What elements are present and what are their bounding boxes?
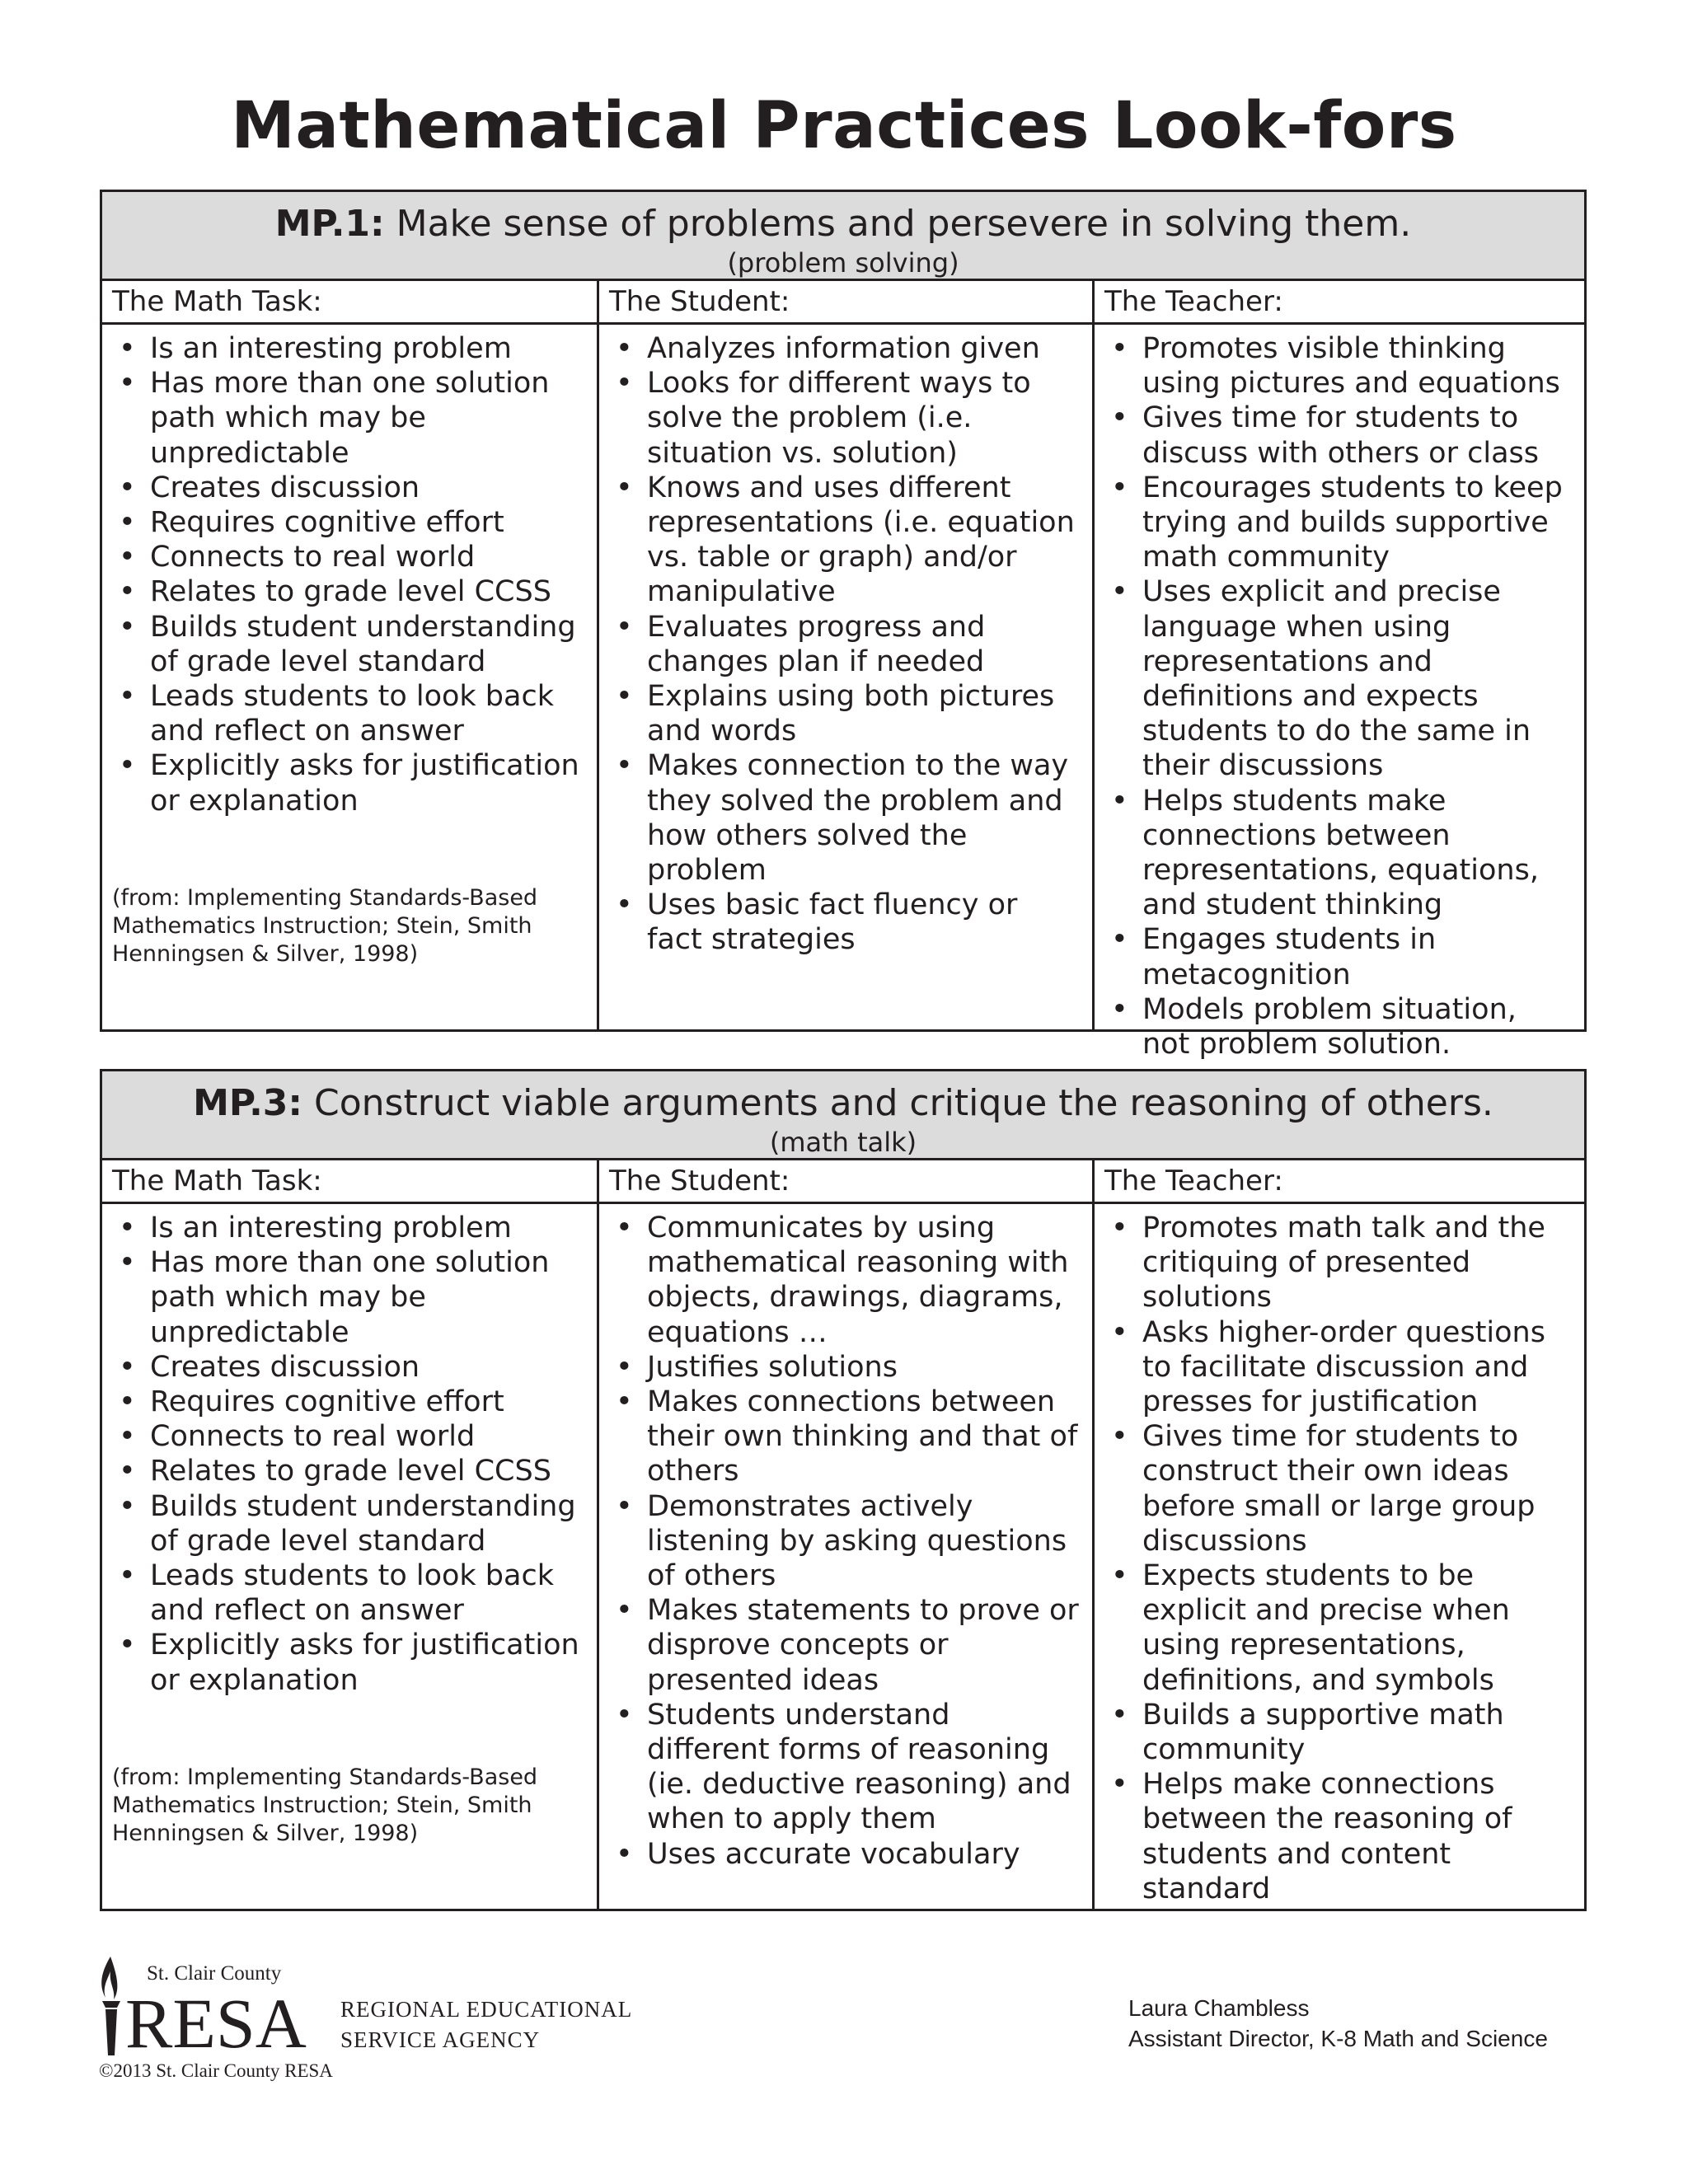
list-item: • Requires cognitive effort bbox=[112, 1385, 585, 1419]
mp1-heading bbox=[102, 192, 1584, 248]
list-item: • Is an interesting problem bbox=[112, 331, 585, 366]
copyright-text: ©2013 St. Clair County RESA bbox=[99, 2060, 333, 2081]
list-item: • Leads students to look back and reflect on answer bbox=[112, 1558, 585, 1628]
resa-logo-graphic bbox=[92, 1955, 669, 2087]
mp1-header bbox=[102, 192, 1584, 281]
list-item: • Engages students in metacognition bbox=[1104, 922, 1573, 991]
author-name: Laura Chambless bbox=[1128, 1995, 1310, 2021]
list-item: • Communicates by using mathematical reasoning with objects, drawings, diagrams, equations … bbox=[609, 1211, 1081, 1350]
list-item: • Explicitly asks for justification or explanation bbox=[112, 1628, 585, 1697]
list-item: • Uses explicit and precise language when using representations and definitions and expects students to do the same in their discussions bbox=[1104, 574, 1573, 783]
list-item: • Relates to grade level CCSS bbox=[112, 574, 585, 609]
list-item: • Expects students to be explicit and precise when using representations, definitions, and symbols bbox=[1104, 1558, 1573, 1698]
mp1-col-student-header: The Student: bbox=[597, 281, 1092, 322]
logo-resa-text: RESA bbox=[125, 1984, 307, 2063]
page-title: Mathematical Practices Look-fors bbox=[231, 89, 1457, 163]
mp1-body bbox=[102, 325, 1584, 1062]
mp3-body bbox=[102, 1204, 1584, 1909]
mp3-col-student-header: The Student: bbox=[597, 1160, 1092, 1202]
mp3-column-headers bbox=[102, 1160, 1584, 1204]
list-item: • Asks higher-order questions to facilitate discussion and presses for justification bbox=[1104, 1315, 1573, 1420]
list-item: • Gives time for students to construct their own ideas before small or large group discussions bbox=[1104, 1419, 1573, 1558]
mp3-header bbox=[102, 1071, 1584, 1160]
list-item: • Helps make connections between the reasoning of students and content standard bbox=[1104, 1767, 1573, 1906]
author-title: Assistant Director, K-8 Math and Science bbox=[1128, 2026, 1548, 2051]
list-item: • Is an interesting problem bbox=[112, 1211, 585, 1245]
logo-county-text: St. Clair County bbox=[147, 1962, 282, 1985]
agency-line-1: REGIONAL EDUCATIONAL bbox=[340, 1997, 633, 2022]
mp3-heading-text: Construct viable arguments and critique the reasoning of others. bbox=[314, 1082, 1493, 1124]
list-item: • Justifies solutions bbox=[609, 1350, 1081, 1385]
mp1-subtitle: (problem solving) bbox=[727, 247, 959, 279]
author-signature bbox=[1128, 1993, 1548, 2054]
list-item: • Makes connection to the way they solved the problem and how others solved the problem bbox=[609, 748, 1081, 888]
resa-logo bbox=[92, 1955, 669, 2087]
mp3-task-cell bbox=[102, 1204, 597, 1909]
mp1-student-list bbox=[599, 325, 1092, 958]
list-item: • Students understand different forms of reasoning (ie. deductive reasoning) and when to apply them bbox=[609, 1698, 1081, 1837]
mp3-teacher-list bbox=[1095, 1204, 1584, 1906]
mp3-code: MP.3: bbox=[193, 1082, 302, 1124]
mp3-task-list bbox=[102, 1204, 597, 1698]
list-item: • Builds student understanding of grade level standard bbox=[112, 610, 585, 679]
mp1-table bbox=[100, 190, 1587, 1062]
mp1-student-cell bbox=[597, 325, 1092, 1029]
list-item: • Builds student understanding of grade level standard bbox=[112, 1489, 585, 1558]
mp3-teacher-cell bbox=[1092, 1204, 1584, 1909]
mp1-task-cell bbox=[102, 325, 597, 1029]
mp3-col-teacher-header: The Teacher: bbox=[1092, 1160, 1584, 1202]
mp3-student-list bbox=[599, 1204, 1092, 1872]
list-item: • Requires cognitive effort bbox=[112, 505, 585, 540]
list-item: • Relates to grade level CCSS bbox=[112, 1454, 585, 1488]
list-item: • Helps students make connections between representations, equations, and student thinking bbox=[1104, 784, 1573, 923]
list-item: • Promotes visible thinking using pictures and equations bbox=[1104, 331, 1573, 401]
mp3-col-task-header: The Math Task: bbox=[112, 1165, 322, 1197]
mp3-heading bbox=[102, 1071, 1584, 1127]
list-item: • Encourages students to keep trying and builds supportive math community bbox=[1104, 471, 1573, 575]
list-item: • Creates discussion bbox=[112, 471, 585, 505]
list-item: • Promotes math talk and the critiquing of presented solutions bbox=[1104, 1211, 1573, 1315]
list-item: • Evaluates progress and changes plan if needed bbox=[609, 610, 1081, 679]
mp1-heading-text: Make sense of problems and persevere in solving them. bbox=[396, 203, 1412, 245]
torch-icon bbox=[101, 1957, 120, 2055]
mp1-teacher-cell bbox=[1092, 325, 1584, 1062]
list-item: • Gives time for students to discuss with others or class bbox=[1104, 401, 1573, 470]
list-item: • Demonstrates actively listening by asking questions of others bbox=[609, 1489, 1081, 1594]
list-item: • Explains using both pictures and words bbox=[609, 679, 1081, 748]
mp1-source-note: (from: Implementing Standards-Based Mathematics Instruction; Stein, Smith Henningsen & Silver, 1998) bbox=[112, 885, 538, 967]
list-item: • Looks for different ways to solve the problem (i.e. situation vs. solution) bbox=[609, 366, 1081, 471]
mp1-code: MP.1: bbox=[274, 203, 385, 245]
list-item: • Models problem situation, not problem solution. bbox=[1104, 992, 1573, 1062]
list-item: • Has more than one solution path which may be unpredictable bbox=[112, 366, 585, 471]
list-item: • Analyzes information given bbox=[609, 331, 1081, 366]
mp3-subtitle: (math talk) bbox=[769, 1127, 917, 1158]
mp1-col-teacher-header: The Teacher: bbox=[1092, 281, 1584, 322]
list-item: • Leads students to look back and reflect on answer bbox=[112, 679, 585, 748]
list-item: • Connects to real world bbox=[112, 1419, 585, 1454]
mp3-student-cell bbox=[597, 1204, 1092, 1909]
mp1-teacher-list bbox=[1095, 325, 1584, 1062]
mp1-task-list bbox=[102, 325, 597, 818]
list-item: • Makes connections between their own thinking and that of others bbox=[609, 1385, 1081, 1489]
list-item: • Has more than one solution path which may be unpredictable bbox=[112, 1245, 585, 1350]
agency-line-2: SERVICE AGENCY bbox=[340, 2027, 541, 2052]
mp1-col-task-header: The Math Task: bbox=[112, 285, 322, 318]
list-item: • Makes statements to prove or disprove concepts or presented ideas bbox=[609, 1593, 1081, 1698]
list-item: • Creates discussion bbox=[112, 1350, 585, 1385]
mp3-source-note: (from: Implementing Standards-Based Mathematics Instruction; Stein, Smith Henningsen & Silver, 1998) bbox=[112, 1765, 538, 1846]
list-item: • Knows and uses different representations (i.e. equation vs. table or graph) and/or manipulative bbox=[609, 471, 1081, 610]
list-item: • Builds a supportive math community bbox=[1104, 1698, 1573, 1767]
list-item: • Uses accurate vocabulary bbox=[609, 1837, 1081, 1872]
list-item: • Connects to real world bbox=[112, 540, 585, 574]
mp3-table bbox=[100, 1069, 1587, 1911]
list-item: • Uses basic fact fluency or fact strategies bbox=[609, 888, 1081, 957]
list-item: • Explicitly asks for justification or explanation bbox=[112, 748, 585, 818]
mp1-column-headers bbox=[102, 281, 1584, 325]
